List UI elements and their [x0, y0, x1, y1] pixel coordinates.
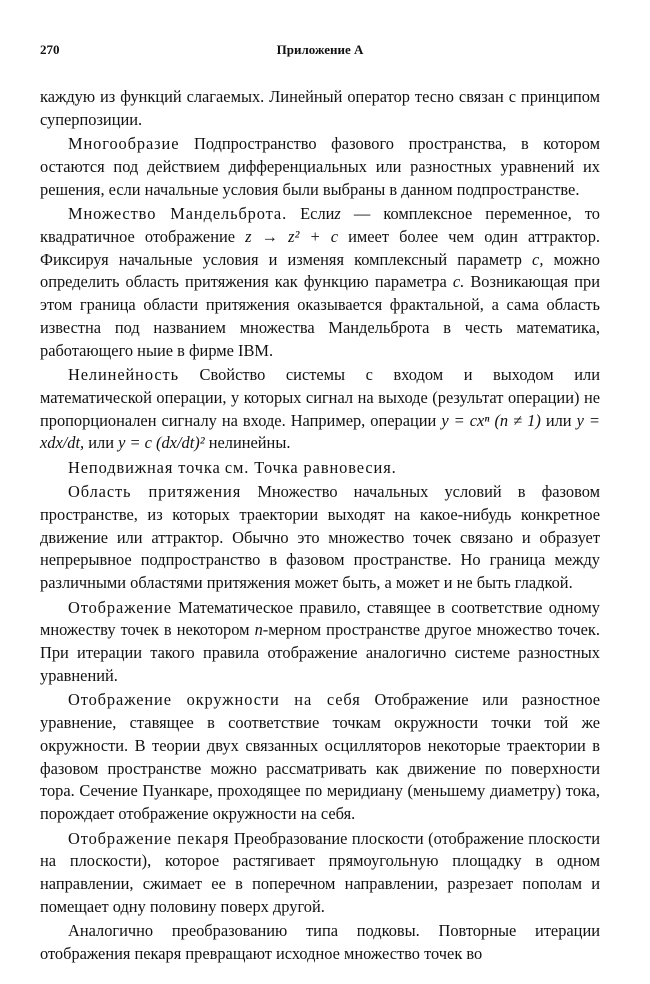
- entry-term: Отображение: [68, 597, 172, 617]
- entry-term: Нелинейность: [68, 365, 179, 385]
- paragraph-text: каждую из функций слагаемых. Линейный оператор тесно связан с принципом суперпозиции.: [40, 87, 600, 129]
- glossary-text: [40, 86, 600, 966]
- paragraph-continuation: [40, 86, 600, 132]
- entry-definition: -мерном пространстве другое множество точек. При итерации такого правила отображение аналогично системе разностных уравнений.: [40, 620, 600, 685]
- entry-definition: Множество начальных условий в фазовом пространстве, из которых траектории выходят на какое-нибудь конкретное движение или аттрактор. Обычно это множество точек связано и образует непрерывное подпространство в фазовом пространстве. Но граница между различными областями притяжения может быть, а может и не быть гладкой.: [40, 482, 600, 593]
- entry-definition: Если: [300, 203, 335, 223]
- math-variable: c,: [532, 249, 544, 269]
- entry-definition: Преобразование плоскости (отображение плоскости на плоскости), которое растягивает прямоугольную площадку в одном направлении, сжимает ее в поперечном направлении, разрезает пополам и помещает одну половину поверх другой.: [40, 828, 600, 916]
- entry-definition: Возникающая при этом граница области притяжения оказывается фрактальной, а сама область известна под названием множества Мандельброта в честь математика, работающего ныие в фирме IBM.: [40, 272, 600, 360]
- math-variable: n: [254, 620, 263, 640]
- entry-cross-reference: см. Точка равновесия.: [224, 457, 397, 477]
- paragraph-text: Аналогично преобразованию типа подковы. Повторные итерации отображения пекаря превращают исходное множество точек во: [40, 921, 600, 963]
- page-number: 270: [40, 42, 60, 57]
- math-variable: z: [334, 203, 341, 223]
- entry-definition: можно определить область притяжения как функцию параметра: [40, 249, 600, 292]
- entry-definition: или: [545, 410, 572, 430]
- entry-nonlinearity: [40, 364, 600, 455]
- math-formula: y = c (dx/dt)²: [118, 433, 205, 453]
- entry-circle-map: [40, 689, 600, 826]
- entry-definition: имеет более чем один аттрактор. Фиксируя начальные условия и изменяя комплексный параметр: [40, 226, 601, 269]
- entry-term: Отображение пекаря: [68, 828, 230, 848]
- entry-definition: Подпространство фазового пространства, в котором остаются под действием дифференциальных или разностных уравнений их решения, если начальные условия были выбраны в данном подпространстве.: [40, 134, 600, 199]
- entry-manifold: [40, 133, 600, 201]
- entry-term: Неподвижная точка: [68, 457, 221, 477]
- page-header: [40, 42, 600, 64]
- entry-term: Множество Мандельброта.: [68, 203, 288, 223]
- entry-definition: или: [88, 433, 114, 453]
- entry-mandelbrot-set: [40, 203, 600, 363]
- book-page: [40, 42, 600, 967]
- running-title: Приложение А: [276, 42, 364, 57]
- math-formula: z → z² + c: [245, 226, 338, 246]
- entry-term: Отображение окружности на себя: [68, 690, 361, 710]
- entry-definition: Математическое правило, ставящее в соответствие одному множеству точек в некотором: [40, 597, 600, 640]
- math-formula: y = cxⁿ (n ≠ 1): [441, 410, 541, 430]
- entry-fixed-point: [40, 457, 600, 480]
- entry-baker-map: [40, 828, 600, 919]
- math-variable: c.: [452, 272, 465, 292]
- paragraph-baker-map-continued: [40, 920, 600, 966]
- entry-definition: нелинейны.: [208, 433, 291, 453]
- entry-definition: Свойство системы с входом и выходом или математической операции, у которых сигнал на выходе (результат операции) не пропорционален сигналу на входе. Например, операции: [40, 365, 600, 430]
- entry-term: Область притяжения: [68, 482, 242, 502]
- entry-term: Многообразие: [68, 134, 180, 154]
- entry-definition: — комплексное переменное, то квадратичное отображение: [40, 203, 600, 246]
- entry-map: [40, 597, 600, 688]
- entry-definition: Отображение или разностное уравнение, ставящее в соответствие точкам окружности точки той же окружности. В теории двух связанных осцилляторов некоторые траектории в фазовом пространстве можно рассматривать как движение по поверхности тора. Сечение Пуанкаре, проходящее по меридиану (меньшему диаметру) тока, порождает отображение окружности на себя.: [40, 690, 601, 824]
- math-formula: y = xdx/dt,: [40, 410, 600, 453]
- entry-basin-of-attraction: [40, 481, 600, 595]
